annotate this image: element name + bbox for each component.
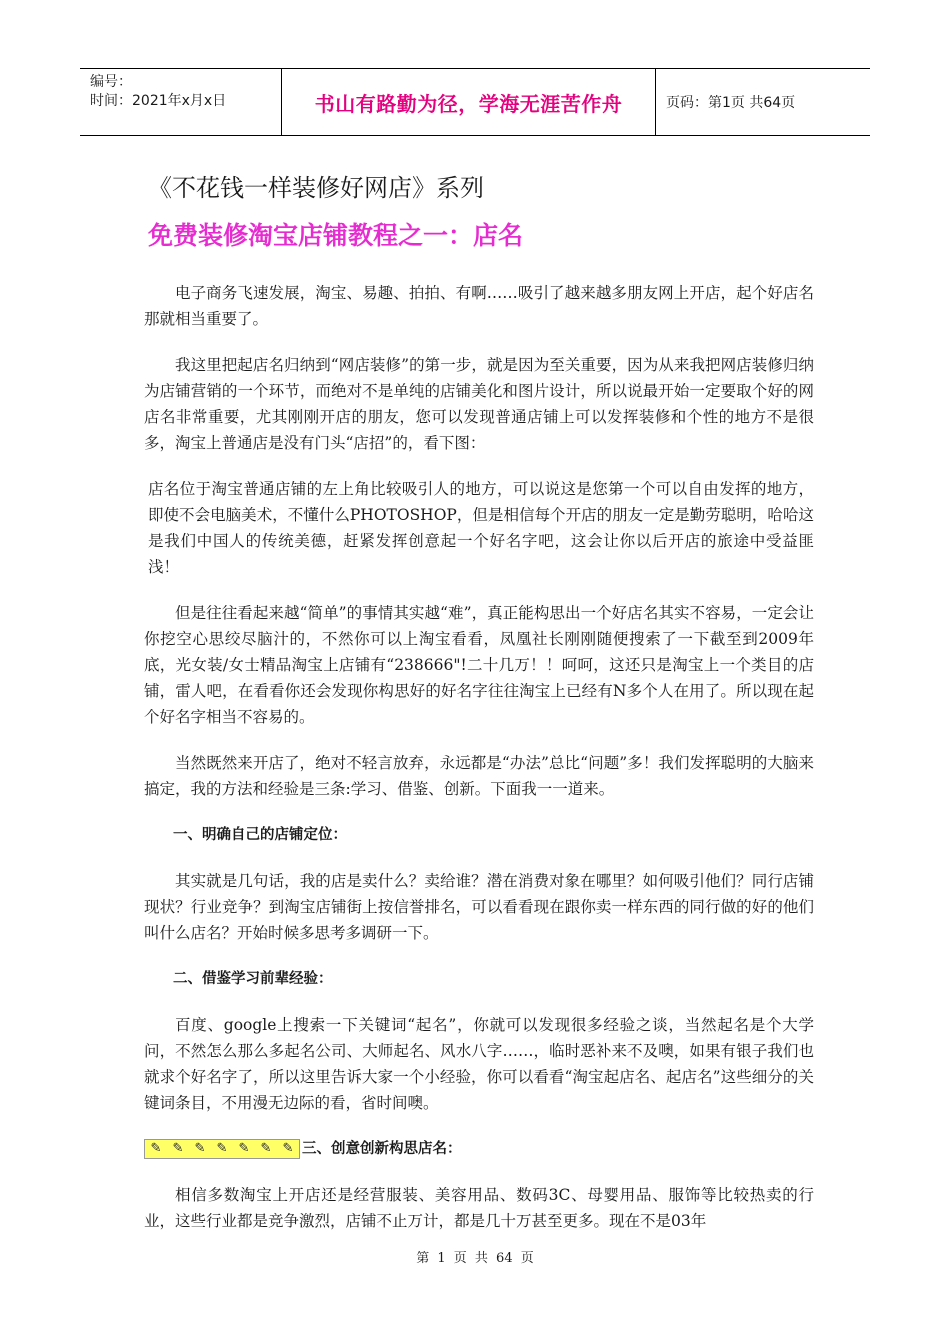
section1-heading: 一、明确自己的店铺定位： — [173, 827, 347, 843]
diploma-scroll-icon: ✎ — [194, 1141, 206, 1156]
diploma-scroll-icon: ✎ — [238, 1141, 250, 1156]
section3-text: 相信多数淘宝上开店还是经营服装、美容用品、数码3C、母婴用品、服饰等比较热卖的行业，这些行业都是竞争激烈，店铺不止万计，都是几十万甚至更多。现在不是03年 — [144, 1186, 814, 1230]
diploma-scroll-icon: ✎ — [216, 1141, 228, 1156]
section2-heading: 二、借鉴学习前辈经验： — [173, 971, 333, 987]
diploma-scroll-icon: ✎ — [282, 1141, 294, 1156]
section1-text: 其实就是几句话，我的店是卖什么？卖给谁？潜在消费对象在哪里？如何吸引他们？同行店铺现状？行业竞争？到淘宝店铺街上按信誉排名，可以看看现在跟你卖一样东西的同行做的好的他们叫什么店名？开始时候多思考多调研一下。 — [144, 872, 814, 942]
diploma-scroll-icon: ✎ — [260, 1141, 272, 1156]
section2-text: 百度、google上搜索一下关键词“起名”，你就可以发现很多经验之谈，当然起名是个大学问，不然怎么那么多起名公司、大师起名、风水八字……，临时恶补来不及噢，如果有银子我们也就求个好名字了，所以这里告诉大家一个小经验，你可以看看“淘宝起店名、起店名”这些细分的关键词条目，不用漫无边际的看，省时间噢。 — [144, 1016, 814, 1112]
header-meta — [80, 69, 282, 135]
header-motto: 书山有路勤为径，学海无涯苦作舟 — [282, 69, 656, 135]
page-header — [80, 68, 870, 136]
paragraph-intro: 电子商务飞速发展，淘宝、易趣、拍拍、有啊……吸引了越来越多朋友网上开店，起个好店名那就相当重要了。 — [144, 284, 814, 328]
section3-heading: 三、创意创新构思店名： — [302, 1141, 462, 1157]
paragraph-store-name-position: 店名位于淘宝普通店铺的左上角比较吸引人的地方，可以说这是您第一个可以自由发挥的地方，即使不会电脑美术，不懂什么PHOTOSHOP，但是相信每个开店的朋友一定是勤劳聪明，哈哈这是我们中国人的传统美德，赶紧发挥创意起一个好名字吧，这会让你以后开店的旅途中受益匪浅！ — [148, 480, 814, 576]
header-page-info: 页码：第1页 共64页 — [666, 95, 796, 111]
paragraph-methods: 当然既然来开店了，绝对不轻言放弃，永远都是“办法”总比“问题”多！我们发挥聪明的大脑来搞定，我的方法和经验是三条:学习、借鉴、创新。下面我一一道来。 — [144, 754, 814, 798]
series-title: 《不花钱一样装修好网店》系列 — [148, 174, 484, 202]
diploma-scroll-icon: ✎ — [150, 1141, 162, 1156]
page-footer: 第 1 页 共 64 页 — [416, 1251, 534, 1266]
paragraph-store-decoration: 我这里把起店名归纳到“网店装修”的第一步，就是因为至关重要，因为从来我把网店装修归纳为店铺营销的一个环节，而绝对不是单纯的店铺美化和图片设计，所以说最开始一定要取个好的网店名非常重要，尤其刚刚开店的朋友，您可以发现普通店铺上可以发挥装修和个性的地方不是很多，淘宝上普通店是没有门头“店招”的，看下图： — [144, 356, 814, 452]
date-label: 时间：2021年x月x日 — [90, 93, 227, 109]
decoration-bar — [144, 1139, 300, 1159]
article-title: 免费装修淘宝店铺教程之一：店名 — [148, 221, 524, 250]
section3-heading-row — [144, 1136, 814, 1162]
paragraph-difficulty: 但是往往看起来越“简单”的事情其实越“难”，真正能构思出一个好店名其实不容易，一定会让你挖空心思绞尽脑汁的，不然你可以上淘宝看看，凤凰社长刚刚随便搜索了一下截至到2009年底，光女装/女士精品淘宝上店铺有“238666"!二十几万！！呵呵，这还只是淘宝上一个类目的店铺，雷人吧，在看看你还会发现你构思好的好名字往往淘宝上已经有N多个人在用了。所以现在起个好名字相当不容易的。 — [144, 604, 814, 726]
diploma-scroll-icon: ✎ — [172, 1141, 184, 1156]
article-body — [144, 280, 814, 1254]
number-label: 编号： — [90, 74, 132, 90]
